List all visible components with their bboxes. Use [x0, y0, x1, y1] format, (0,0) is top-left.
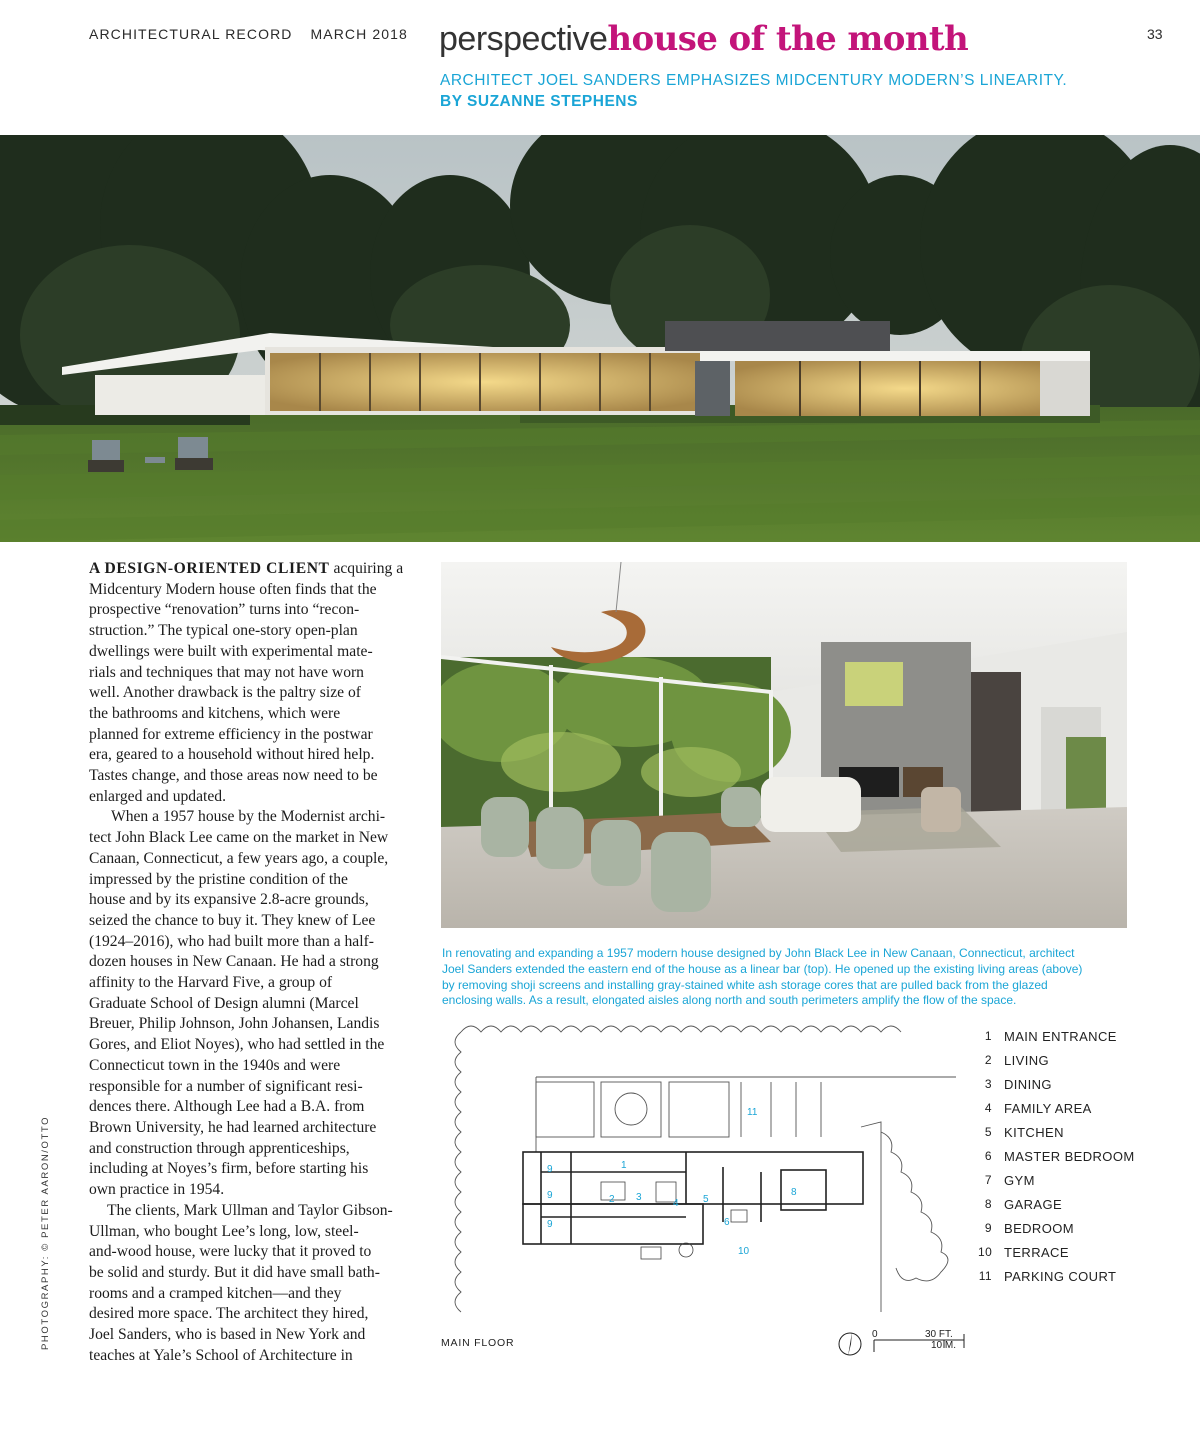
plan-room-number: 2 [609, 1194, 615, 1205]
photo-caption [442, 946, 1132, 1009]
publication-name: ARCHITECTURAL RECORD [89, 26, 293, 42]
scale-zero: 0 [872, 1329, 878, 1340]
body-line: affinity to the Harvard Five, a group of [89, 974, 333, 992]
section-heading [439, 19, 969, 59]
body-line: planned for extreme efficiency in the postwar [89, 725, 373, 743]
legend-item: 10 TERRACE [978, 1244, 1069, 1260]
body-line: Tastes change, and those areas now need to be [89, 767, 378, 785]
body-line: and construction through apprenticeships, [89, 1139, 350, 1157]
plan-room-number: 9 [547, 1164, 553, 1175]
legend-item: 7 GYM [984, 1172, 1035, 1188]
legend-item: 1 MAIN ENTRANCE [984, 1028, 1117, 1044]
body-line: prospective “renovation” turns into “recon- [89, 601, 360, 619]
deck-text: ARCHITECT JOEL SANDERS EMPHASIZES MIDCENTURY MODERN’S LINEARITY. [440, 72, 1068, 89]
legend-item: 5 KITCHEN [984, 1124, 1064, 1140]
plan-room-number: 3 [636, 1192, 642, 1203]
plan-room-number: 9 [547, 1190, 553, 1201]
body-line-1: A DESIGN-ORIENTED CLIENT acquiring a [89, 560, 404, 577]
plan-scale [832, 1324, 972, 1364]
floor-plan [441, 1022, 961, 1318]
body-line: impressed by the pristine condition of the [89, 870, 348, 888]
plan-legend [978, 1024, 1135, 1288]
body-line: including at Noyes’s firm, before starting his [89, 1160, 369, 1178]
body-line: dwellings were built with experimental mate- [89, 642, 373, 660]
body-line: When a 1957 house by the Modernist archi- [111, 808, 386, 826]
plan-room-number: 6 [724, 1217, 730, 1228]
lead-in: A DESIGN-ORIENTED CLIENT [89, 560, 330, 577]
body-line: Breuer, Philip Johnson, John Johansen, Landis [89, 1015, 380, 1033]
plan-room-number: 9 [547, 1219, 553, 1230]
interior-photo [441, 562, 1127, 928]
article-body [89, 559, 429, 1366]
caption-line: by removing shoji screens and installing gray-stained white ash storage cores that are pulled back from the glazed [442, 977, 1048, 992]
plan-label: MAIN FLOOR [441, 1337, 515, 1349]
photo-credit: PHOTOGRAPHY: © PETER AARON/OTTO [40, 1115, 51, 1350]
legend-item: 11 PARKING COURT [978, 1268, 1117, 1284]
body-line: dozen houses in New Canaan. He had a strong [89, 953, 379, 971]
scale-feet: 30 FT. [925, 1329, 953, 1340]
plan-room-number: 8 [791, 1187, 797, 1198]
caption-line: Joel Sanders extended the eastern end of the house as a linear bar (top). He opened up the existing living areas (above) [442, 961, 1083, 976]
legend-item: 3 DINING [984, 1076, 1052, 1092]
body-line: Joel Sanders, who is based in New York and [89, 1326, 366, 1344]
section-prefix: perspective [439, 20, 608, 58]
legend-item: 4 FAMILY AREA [984, 1100, 1092, 1116]
byline: BY SUZANNE STEPHENS [440, 93, 638, 110]
body-line: dences there. Although Lee had a B.A. from [89, 1098, 365, 1116]
legend-item: 8 GARAGE [984, 1196, 1063, 1212]
body-line: (1924–2016), who had built more than a half- [89, 932, 374, 950]
body-line: responsible for a number of significant resi- [89, 1077, 363, 1095]
body-line: Ullman, who bought Lee’s long, low, steel- [89, 1222, 359, 1240]
caption-line: enclosing walls. As a result, elongated aisles along north and south perimeters amplify the flow of the space. [442, 993, 1017, 1008]
plan-room-number: 11 [747, 1107, 758, 1118]
body-line: Canaan, Connecticut, a few years ago, a couple, [89, 849, 389, 867]
body-line: be solid and sturdy. But it did have small bath- [89, 1263, 380, 1281]
page-number: 33 [1147, 26, 1163, 42]
body-line: enlarged and updated. [89, 787, 226, 805]
body-line: Connecticut town in the 1940s and were [89, 1056, 341, 1074]
body-line: seized the chance to buy it. They knew of Lee [89, 911, 376, 929]
body-line: Midcentury Modern house often finds that the [89, 580, 377, 598]
running-header [89, 26, 408, 42]
plan-room-number: 10 [738, 1246, 750, 1257]
body-line: struction.” The typical one-story open-plan [89, 622, 358, 640]
plan-room-number: 1 [621, 1160, 627, 1171]
body-line: desired more space. The architect they hired, [89, 1305, 369, 1323]
hero-exterior-photo [0, 135, 1200, 542]
body-line: The clients, Mark Ullman and Taylor Gibson- [107, 1201, 393, 1219]
body-line: own practice in 1954. [89, 1181, 225, 1199]
north-arrow-icon [839, 1332, 861, 1356]
body-line: Brown University, he had learned architecture [89, 1118, 377, 1136]
body-line: Gores, and Eliot Noyes), who had settled in the [89, 1036, 385, 1054]
plan-room-number: 5 [703, 1194, 709, 1205]
body-line: teaches at Yale’s School of Architecture in [89, 1346, 353, 1364]
body-line: Graduate School of Design alumni (Marcel [89, 994, 359, 1012]
legend-item: 2 LIVING [984, 1052, 1050, 1068]
body-line: rials and techniques that may not have worn [89, 663, 364, 681]
body-line: well. Another drawback is the paltry size of [89, 684, 361, 702]
caption-line: In renovating and expanding a 1957 modern house designed by John Black Lee in New Canaan, Connecticut, architect [442, 946, 1075, 960]
body-line: house and by its expansive 2.8-acre grounds, [89, 891, 369, 909]
section-title: house of the month [607, 19, 969, 59]
body-line: and-wood house, were lucky that it proved to [89, 1243, 372, 1261]
body-line: tect John Black Lee came on the market in New [89, 829, 389, 847]
legend-item: 6 MASTER BEDROOM [984, 1148, 1135, 1164]
legend-item: 9 BEDROOM [984, 1220, 1074, 1236]
plan-room-number: 4 [673, 1198, 679, 1209]
issue-date: MARCH 2018 [310, 26, 408, 42]
body-line: rooms and a cramped kitchen—and they [89, 1284, 342, 1302]
body-line: the bathrooms and kitchens, which were [89, 704, 341, 722]
scale-meters: 10 M. [931, 1340, 957, 1351]
body-line: era, geared to a household without hired help. [89, 746, 375, 764]
deck [440, 70, 1067, 112]
